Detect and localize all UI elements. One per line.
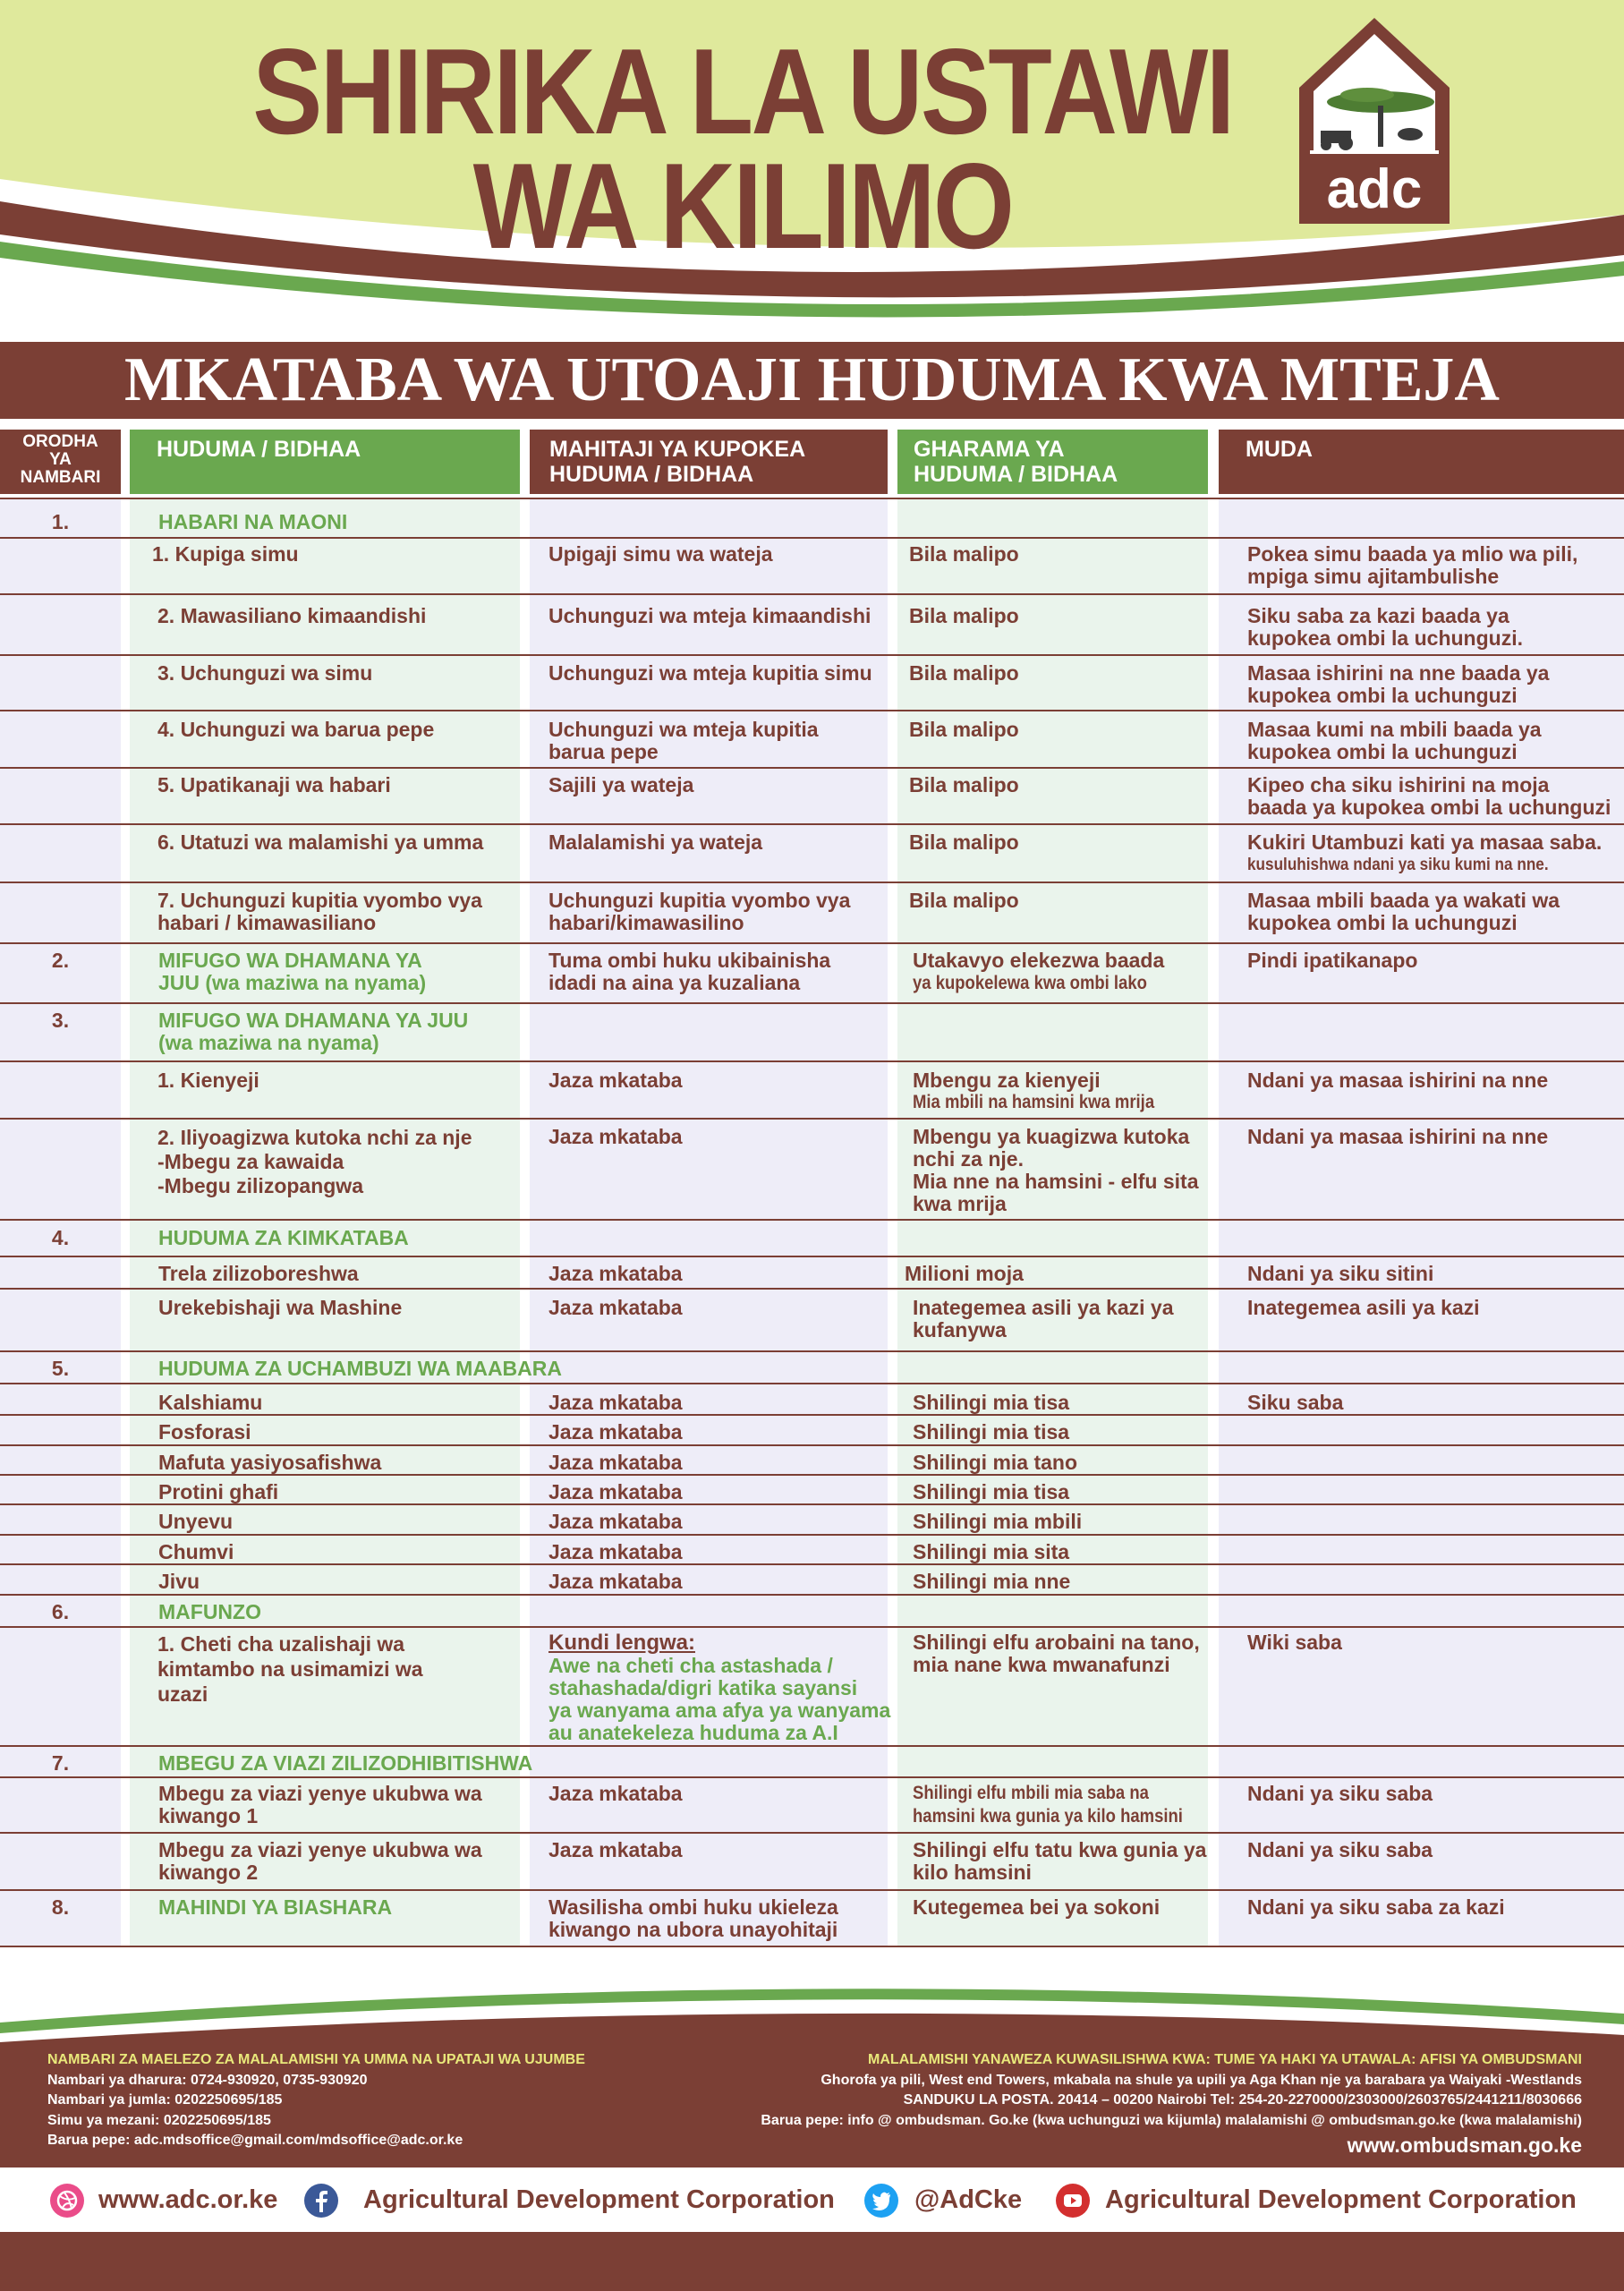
service-item: Chumvi xyxy=(158,1540,234,1563)
row-divider xyxy=(0,1350,1624,1352)
section-title: HUDUMA ZA KIMKATABA xyxy=(158,1226,409,1249)
footer-left-title: NAMBARI ZA MAELEZO ZA MALALAMISHI YA UMMA NA UPATAJI WA UJUMBE xyxy=(47,2052,585,2067)
time-cell: Siku saba xyxy=(1247,1391,1344,1414)
requirement-cell: Jaza mkataba xyxy=(548,1480,683,1503)
column-background-number xyxy=(0,499,121,1946)
requirement-cell: Jaza mkataba xyxy=(548,1420,683,1444)
requirement-cell: Jaza mkataba xyxy=(548,1838,683,1861)
column-background-cost xyxy=(897,499,1208,1946)
service-item: Trela zilizoboreshwa xyxy=(158,1262,359,1285)
title-line-1: SHIRIKA LA USTAWI xyxy=(252,23,1233,159)
service-item: 3. Uchunguzi wa simu xyxy=(157,661,373,685)
row-divider xyxy=(0,710,1624,711)
footer-ombudsman-email: Barua pepe: info @ ombudsman. Go.ke (kwa uchunguzi wa kijumla) malalamishi @ ombudsman.go.ke (kwa malalamishi) xyxy=(761,2113,1582,2128)
cost-cell: Mbengu ya kuagizwa kutoka nchi za nje. Mia nne na hamsini - elfu sita kwa mrija xyxy=(913,1125,1199,1215)
row-divider xyxy=(0,1060,1624,1062)
dribbble-icon xyxy=(50,2184,84,2218)
requirement-cell: Jaza mkataba xyxy=(548,1296,683,1319)
cost-cell: Shilingi mia tisa xyxy=(913,1391,1070,1414)
section-title: MAHINDI YA BIASHARA xyxy=(158,1895,393,1919)
charter-title: MKATABA WA UTOAJI HUDUMA KWA MTEJA xyxy=(124,345,1500,414)
section-number: 4. xyxy=(51,1226,70,1249)
section-number: 1. xyxy=(51,510,70,533)
time-cell: Pindi ipatikanapo xyxy=(1247,949,1418,972)
service-item: Mafuta yasiyosafishwa xyxy=(158,1451,382,1474)
cost-cell-line-2: Mia mbili na hamsini kwa mrija xyxy=(913,1092,1155,1112)
organisation-title xyxy=(242,23,1243,274)
requirement-cell: Jaza mkataba xyxy=(548,1782,683,1805)
time-cell-line-1: Kukiri Utambuzi kati ya masaa saba. xyxy=(1247,830,1603,854)
column-header-time: MUDA xyxy=(1219,430,1624,494)
cost-cell: Shilingi mia tisa xyxy=(913,1480,1070,1503)
service-item: Protini ghafi xyxy=(158,1480,279,1503)
cost-cell-line-1: Utakavyo elekezwa baada xyxy=(913,949,1165,972)
requirement-cell: Jaza mkataba xyxy=(548,1510,683,1533)
row-divider xyxy=(0,498,1624,499)
cost-cell: Bila malipo xyxy=(909,718,1019,741)
footer-postal: SANDUKU LA POSTA. 20414 – 00200 Nairobi Tel: 254-20-2270000/2303000/2603765/2441211/8030666 xyxy=(903,2092,1582,2108)
ombudsman-website-link[interactable]: www.ombudsman.go.ke xyxy=(1347,2133,1582,2157)
footer-address: Ghorofa ya pili, West end Towers, mkabala na shule ya upili ya Aga Khan nje ya barabara ya Waiyaki -Westlands xyxy=(821,2073,1582,2088)
cost-cell: Kutegemea bei ya sokoni xyxy=(913,1895,1161,1919)
row-divider xyxy=(0,593,1624,595)
cost-cell: Shilingi mia mbili xyxy=(913,1510,1083,1533)
cost-cell-line-1: Mbengu za kienyeji xyxy=(913,1069,1101,1092)
row-divider xyxy=(0,537,1624,539)
requirement-cell: Uchunguzi wa mteja kimaandishi xyxy=(548,604,872,627)
service-item: 2. Iliyoagizwa kutoka nchi za nje -Mbegu za kawaida -Mbegu zilizopangwa xyxy=(157,1126,472,1197)
service-item: Fosforasi xyxy=(158,1420,251,1444)
requirement-cell: Jaza mkataba xyxy=(548,1069,683,1092)
row-divider xyxy=(0,1889,1624,1891)
time-cell: Pokea simu baada ya mlio wa pili, mpiga simu ajitambulishe xyxy=(1247,542,1578,588)
section-title: MIFUGO WA DHAMANA YA JUU (wa maziwa na nyama) xyxy=(158,949,427,994)
time-cell: Ndani ya siku saba za kazi xyxy=(1247,1895,1505,1919)
row-divider xyxy=(0,1745,1624,1747)
column-header-service: HUDUMA / BIDHAA xyxy=(130,430,520,494)
section-title: MIFUGO WA DHAMANA YA JUU (wa maziwa na nyama) xyxy=(158,1009,469,1054)
requirement-cell: Jaza mkataba xyxy=(548,1125,683,1148)
service-item: 1. Kienyeji xyxy=(157,1069,259,1092)
footer-emergency-number: Nambari ya dharura: 0724-930920, 0735-930920 xyxy=(47,2073,368,2088)
requirement-cell: Jaza mkataba xyxy=(548,1570,683,1593)
target-group-heading: Kundi lengwa: xyxy=(548,1631,695,1655)
requirement-cell: Jaza mkataba xyxy=(548,1262,683,1285)
adc-logo xyxy=(1296,16,1453,224)
cost-cell-line-2: hamsini kwa gunia ya kilo hamsini xyxy=(913,1806,1183,1827)
time-cell: Masaa kumi na mbili baada ya kupokea ombi la uchunguzi xyxy=(1247,718,1542,763)
requirement-cell: Upigaji simu wa wateja xyxy=(548,542,773,566)
facebook-icon xyxy=(304,2184,338,2218)
cost-cell: Shilingi elfu tatu kwa gunia ya kilo hamsini xyxy=(913,1838,1207,1884)
requirement-cell: Wasilisha ombi huku ukieleza kiwango na ubora unayohitaji xyxy=(548,1895,838,1941)
cost-cell: Shilingi mia tisa xyxy=(913,1420,1070,1444)
time-cell: Inategemea asili ya kazi xyxy=(1247,1296,1480,1319)
service-item: 6. Utatuzi wa malamishi ya umma xyxy=(157,830,484,854)
column-background-service xyxy=(130,499,520,1946)
section-title: HUDUMA ZA UCHAMBUZI WA MAABARA xyxy=(158,1357,562,1380)
cost-cell: Shilingi mia nne xyxy=(913,1570,1071,1593)
cost-cell: Bila malipo xyxy=(909,889,1019,912)
section-title: HABARI NA MAONI xyxy=(158,510,348,533)
row-divider xyxy=(0,1534,1624,1536)
service-item: Kalshiamu xyxy=(158,1391,263,1414)
section-number: 5. xyxy=(51,1357,70,1380)
footer-landline: Simu ya mezani: 0202250695/185 xyxy=(47,2113,271,2128)
cost-cell: Milioni moja xyxy=(905,1262,1024,1285)
cost-cell: Bila malipo xyxy=(909,604,1019,627)
logo-text: adc xyxy=(1326,158,1423,220)
row-divider xyxy=(0,823,1624,825)
time-cell: Siku saba za kazi baada ya kupokea ombi la uchunguzi. xyxy=(1247,604,1523,650)
time-cell: Ndani ya siku saba xyxy=(1247,1838,1433,1861)
requirement-cell: Uchunguzi wa mteja kupitia barua pepe xyxy=(548,718,819,763)
cost-cell: Inategemea asili ya kazi ya kufanywa xyxy=(913,1296,1174,1341)
row-divider xyxy=(0,942,1624,944)
requirement-cell: Uchunguzi kupitia vyombo vya habari/kimawasilino xyxy=(548,889,851,934)
row-divider xyxy=(0,1256,1624,1257)
service-item: 5. Upatikanaji wa habari xyxy=(157,773,391,796)
row-divider xyxy=(0,1444,1624,1446)
footer-general-number: Nambari ya jumla: 0202250695/185 xyxy=(47,2092,283,2108)
title-line-2: WA KILIMO xyxy=(472,138,1013,274)
footer-right-title: MALALAMISHI YANAWEZA KUWASILISHWA KWA: TUME YA HAKI YA UTAWALA: AFISI YA OMBUDSMANI xyxy=(868,2052,1582,2067)
section-title: MBEGU ZA VIAZI ZILIZODHIBITISHWA xyxy=(158,1751,533,1775)
cost-cell-line-2: ya kupokelewa kwa ombi lako xyxy=(913,973,1147,993)
website-link[interactable]: www.adc.or.ke xyxy=(98,2185,278,2214)
row-divider xyxy=(0,1002,1624,1004)
row-divider xyxy=(0,1474,1624,1476)
service-item: Mbegu za viazi yenye ukubwa wa kiwango 1 xyxy=(158,1782,482,1827)
youtube-icon xyxy=(1056,2184,1090,2218)
section-number: 2. xyxy=(51,949,70,972)
service-item: 1. Cheti cha uzalishaji wa kimtambo na usimamizi wa uzazi xyxy=(157,1632,423,1706)
section-title: MAFUNZO xyxy=(158,1600,261,1623)
requirement-cell: Sajili ya wateja xyxy=(548,773,694,796)
bottom-band xyxy=(0,2232,1624,2291)
twitter-icon xyxy=(864,2184,898,2218)
section-number: 3. xyxy=(51,1009,70,1032)
cost-cell: Bila malipo xyxy=(909,773,1019,796)
requirement-cell: Jaza mkataba xyxy=(548,1391,683,1414)
row-divider xyxy=(0,1118,1624,1120)
row-divider xyxy=(0,1594,1624,1596)
service-item: 4. Uchunguzi wa barua pepe xyxy=(157,718,435,741)
service-item: 2. Mawasiliano kimaandishi xyxy=(157,604,427,627)
requirement-cell: Jaza mkataba xyxy=(548,1540,683,1563)
time-cell: Wiki saba xyxy=(1247,1631,1342,1654)
twitter-link[interactable]: @AdCke xyxy=(914,2185,1023,2214)
row-divider xyxy=(0,1219,1624,1221)
time-cell-line-2: kusuluhishwa ndani ya siku kumi na nne. xyxy=(1247,855,1549,874)
row-divider xyxy=(0,1563,1624,1565)
requirement-cell: Malalamishi ya wateja xyxy=(548,830,763,854)
row-divider xyxy=(0,654,1624,656)
facebook-link[interactable]: Agricultural Development Corporation xyxy=(363,2185,835,2214)
section-number: 6. xyxy=(51,1600,70,1623)
service-item: Unyevu xyxy=(158,1510,234,1533)
column-header-cost: GHARAMA YA HUDUMA / BIDHAA xyxy=(897,430,1208,494)
cost-cell: Bila malipo xyxy=(909,830,1019,854)
requirement-cell: Jaza mkataba xyxy=(548,1451,683,1474)
cost-cell: Shilingi mia sita xyxy=(913,1540,1070,1563)
footer-email: Barua pepe: adc.mdsoffice@gmail.com/mdsoffice@adc.or.ke xyxy=(47,2133,463,2148)
row-divider xyxy=(0,1414,1624,1416)
service-item: 1. Kupiga simu xyxy=(152,542,299,566)
youtube-link[interactable]: Agricultural Development Corporation xyxy=(1105,2185,1577,2214)
cost-cell: Shilingi elfu arobaini na tano, mia nane kwa mwanafunzi xyxy=(913,1631,1200,1676)
row-divider xyxy=(0,1626,1624,1628)
row-divider xyxy=(0,1776,1624,1778)
time-cell: Masaa mbili baada ya wakati wa kupokea ombi la uchunguzi xyxy=(1247,889,1560,934)
footer-wave xyxy=(0,1969,1624,2049)
requirement-cell: Tuma ombi huku ukibainisha idadi na aina ya kuzaliana xyxy=(548,949,831,994)
cost-cell: Bila malipo xyxy=(909,542,1019,566)
time-cell: Ndani ya siku saba xyxy=(1247,1782,1433,1805)
requirement-cell: Awe na cheti cha astashada / stahashada/digri katika sayansi ya wanyama ama afya ya wanyama au anatekeleza huduma za A.I xyxy=(548,1654,891,1744)
cost-cell-line-1: Shilingi elfu mbili mia saba na xyxy=(913,1783,1149,1803)
time-cell: Masaa ishirini na nne baada ya kupokea ombi la uchunguzi xyxy=(1247,661,1550,707)
section-number: 7. xyxy=(51,1751,70,1775)
service-item: Jivu xyxy=(158,1570,200,1593)
column-background-time xyxy=(1219,499,1624,1946)
row-divider xyxy=(0,881,1624,883)
time-cell: Ndani ya masaa ishirini na nne xyxy=(1247,1069,1549,1092)
column-header-number: ORODHA YA NAMBARI xyxy=(0,430,121,494)
section-number: 8. xyxy=(51,1895,70,1919)
time-cell: Ndani ya siku sitini xyxy=(1247,1262,1434,1285)
cost-cell: Shilingi mia tano xyxy=(913,1451,1078,1474)
column-header-requirement: MAHITAJI YA KUPOKEA HUDUMA / BIDHAA xyxy=(530,430,888,494)
row-divider xyxy=(0,1383,1624,1384)
time-cell: Ndani ya masaa ishirini na nne xyxy=(1247,1125,1549,1148)
time-cell: Kipeo cha siku ishirini na moja baada ya kupokea ombi la uchunguzi xyxy=(1247,773,1611,819)
row-divider xyxy=(0,1832,1624,1834)
row-divider xyxy=(0,1946,1624,1947)
requirement-cell: Uchunguzi wa mteja kupitia simu xyxy=(548,661,872,685)
service-item: Urekebishaji wa Mashine xyxy=(158,1296,403,1319)
row-divider xyxy=(0,1288,1624,1290)
row-divider xyxy=(0,767,1624,769)
service-item: Mbegu za viazi yenye ukubwa wa kiwango 2 xyxy=(158,1838,482,1884)
cost-cell: Bila malipo xyxy=(909,661,1019,685)
service-item: 7. Uchunguzi kupitia vyombo vya habari / kimawasiliano xyxy=(157,889,482,934)
row-divider xyxy=(0,1503,1624,1505)
